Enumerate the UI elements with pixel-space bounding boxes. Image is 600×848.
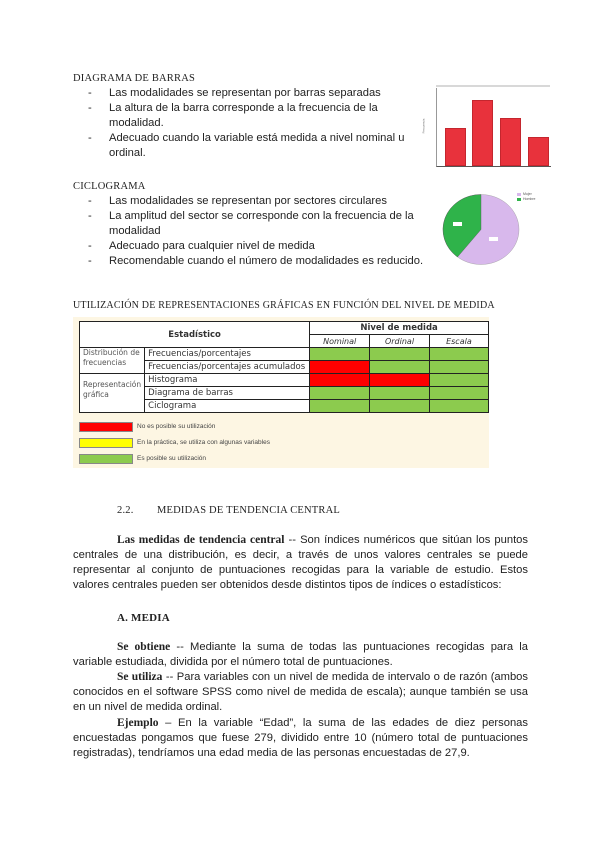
header-nivel-medida: Nivel de medida: [310, 322, 489, 335]
header-ordinal: Ordinal: [370, 335, 430, 348]
bar-section-title: DIAGRAMA DE BARRAS: [73, 73, 196, 84]
legend-swatch-red: [79, 422, 133, 432]
y-axis-label: Frecuencia: [421, 118, 426, 134]
media-heading: A. MEDIA: [117, 612, 170, 624]
usage-table-figure: [73, 317, 489, 468]
bullet-item: - La altura de la barra corresponde a la frecuencia de la modalidad.: [73, 101, 418, 131]
status-cell: [429, 348, 488, 361]
bar-4: [528, 137, 549, 166]
media-utiliza-paragraph: Se utiliza -- Para variables con un nivel de medida de intervalo o de razón (ambos conocidos en el software SPSS como nivel de medida de escala); aunque también se usa en un nivel de medida ordinal.: [73, 671, 529, 713]
table-row: [80, 348, 489, 361]
status-cell: [370, 400, 430, 413]
legend-swatch-yellow: [79, 438, 133, 448]
pie-section-title: CICLOGRAMA: [73, 181, 146, 192]
status-cell: [429, 374, 488, 387]
term-bold: Las medidas de tendencia central: [117, 534, 285, 546]
term-bold: Ejemplo: [117, 717, 159, 729]
header-escala: Escala: [429, 335, 488, 348]
stat-label: Ciclograma: [145, 400, 310, 413]
bullet-item: - Las modalidades se representan por sectores circulares: [73, 194, 428, 209]
media-obtiene-paragraph: Se obtiene -- Mediante la suma de todas las puntuaciones recogidas para la variable estudiada, dividida por el número total de puntuaciones.: [73, 641, 528, 668]
central-tendency-paragraph: Las medidas de tendencia central -- Son índices numéricos que sitúan los puntos centrales de una distribución, es decir, a través de unos valores centrales se puede representar al conjunto de puntuaciones recogidas para la variable de estudio. Estos valores centrales pueden ser obtenidos desde distintos tipos de índices o estadísticos:: [73, 534, 528, 591]
bar-section-bullets: [73, 86, 418, 161]
bullet-item: - Adecuado cuando la variable está medida a nivel nominal u ordinal.: [73, 131, 418, 161]
bar-1: [445, 128, 466, 166]
usage-section-title: UTILIZACIÓN DE REPRESENTACIONES GRÁFICAS EN FUNCIÓN DEL NIVEL DE MEDIDA: [73, 300, 495, 311]
term-bold: Se obtiene: [117, 641, 171, 653]
legend-label: No es posible su utilización: [137, 423, 216, 430]
usage-table: [79, 321, 489, 413]
status-cell: [429, 361, 488, 374]
status-cell: [310, 361, 370, 374]
status-cell: [429, 387, 488, 400]
status-cell: [370, 348, 430, 361]
bullet-item: - Recomendable cuando el número de modalidades es reducido.: [73, 254, 428, 269]
status-cell: [370, 361, 430, 374]
status-cell: [310, 348, 370, 361]
status-cell: [310, 400, 370, 413]
bar-3: [500, 118, 521, 166]
bar-chart-figure: [422, 84, 552, 182]
legend-item: Mujer: [517, 192, 535, 197]
stat-label: Frecuencias/porcentajes acumulados: [145, 361, 310, 374]
stat-label: Diagrama de barras: [145, 387, 310, 400]
bullet-item: - Las modalidades se representan por barras separadas: [73, 86, 418, 101]
chart-frame: [436, 85, 550, 87]
status-cell: [370, 387, 430, 400]
status-cell: [310, 387, 370, 400]
pie-legend: [517, 192, 535, 202]
header-nominal: Nominal: [310, 335, 370, 348]
status-cell: [429, 400, 488, 413]
stat-label: Histograma: [145, 374, 310, 387]
status-cell: [310, 374, 370, 387]
section-title: MEDIDAS DE TENDENCIA CENTRAL: [157, 505, 341, 516]
legend-item: Hombre: [517, 197, 535, 202]
pie-chart-figure: [441, 193, 521, 266]
bar-chart-plot: [436, 88, 551, 167]
pie-section-bullets: [73, 194, 428, 269]
header-estadistico: Estadístico: [80, 322, 310, 348]
bullet-item: - Adecuado para cualquier nivel de medida: [73, 239, 428, 254]
bar-2: [472, 100, 493, 166]
bullet-item: - La amplitud del sector se corresponde con la frecuencia de la modalidad: [73, 209, 428, 239]
legend-label: Es posible su utilización: [137, 455, 207, 462]
term-bold: Se utiliza: [117, 671, 163, 683]
status-cell: [370, 374, 430, 387]
category-cell: Representación gráfica: [80, 374, 145, 413]
media-ejemplo-paragraph: Ejemplo – En la variable “Edad”, la suma de las edades de diez personas encuestadas pongamos que fuese 279, dividido entre 10 (número total de puntuaciones registradas), tendríamos una edad media de las personas encuestadas de 27,9.: [73, 717, 528, 759]
legend-label: En la práctica, se utiliza con algunas variables: [137, 439, 270, 446]
category-cell: Distribución de frecuencias: [80, 348, 145, 374]
section-number: 2.2.: [117, 505, 134, 516]
table-row: [80, 374, 489, 387]
stat-label: Frecuencias/porcentajes: [145, 348, 310, 361]
legend-swatch-green: [79, 454, 133, 464]
